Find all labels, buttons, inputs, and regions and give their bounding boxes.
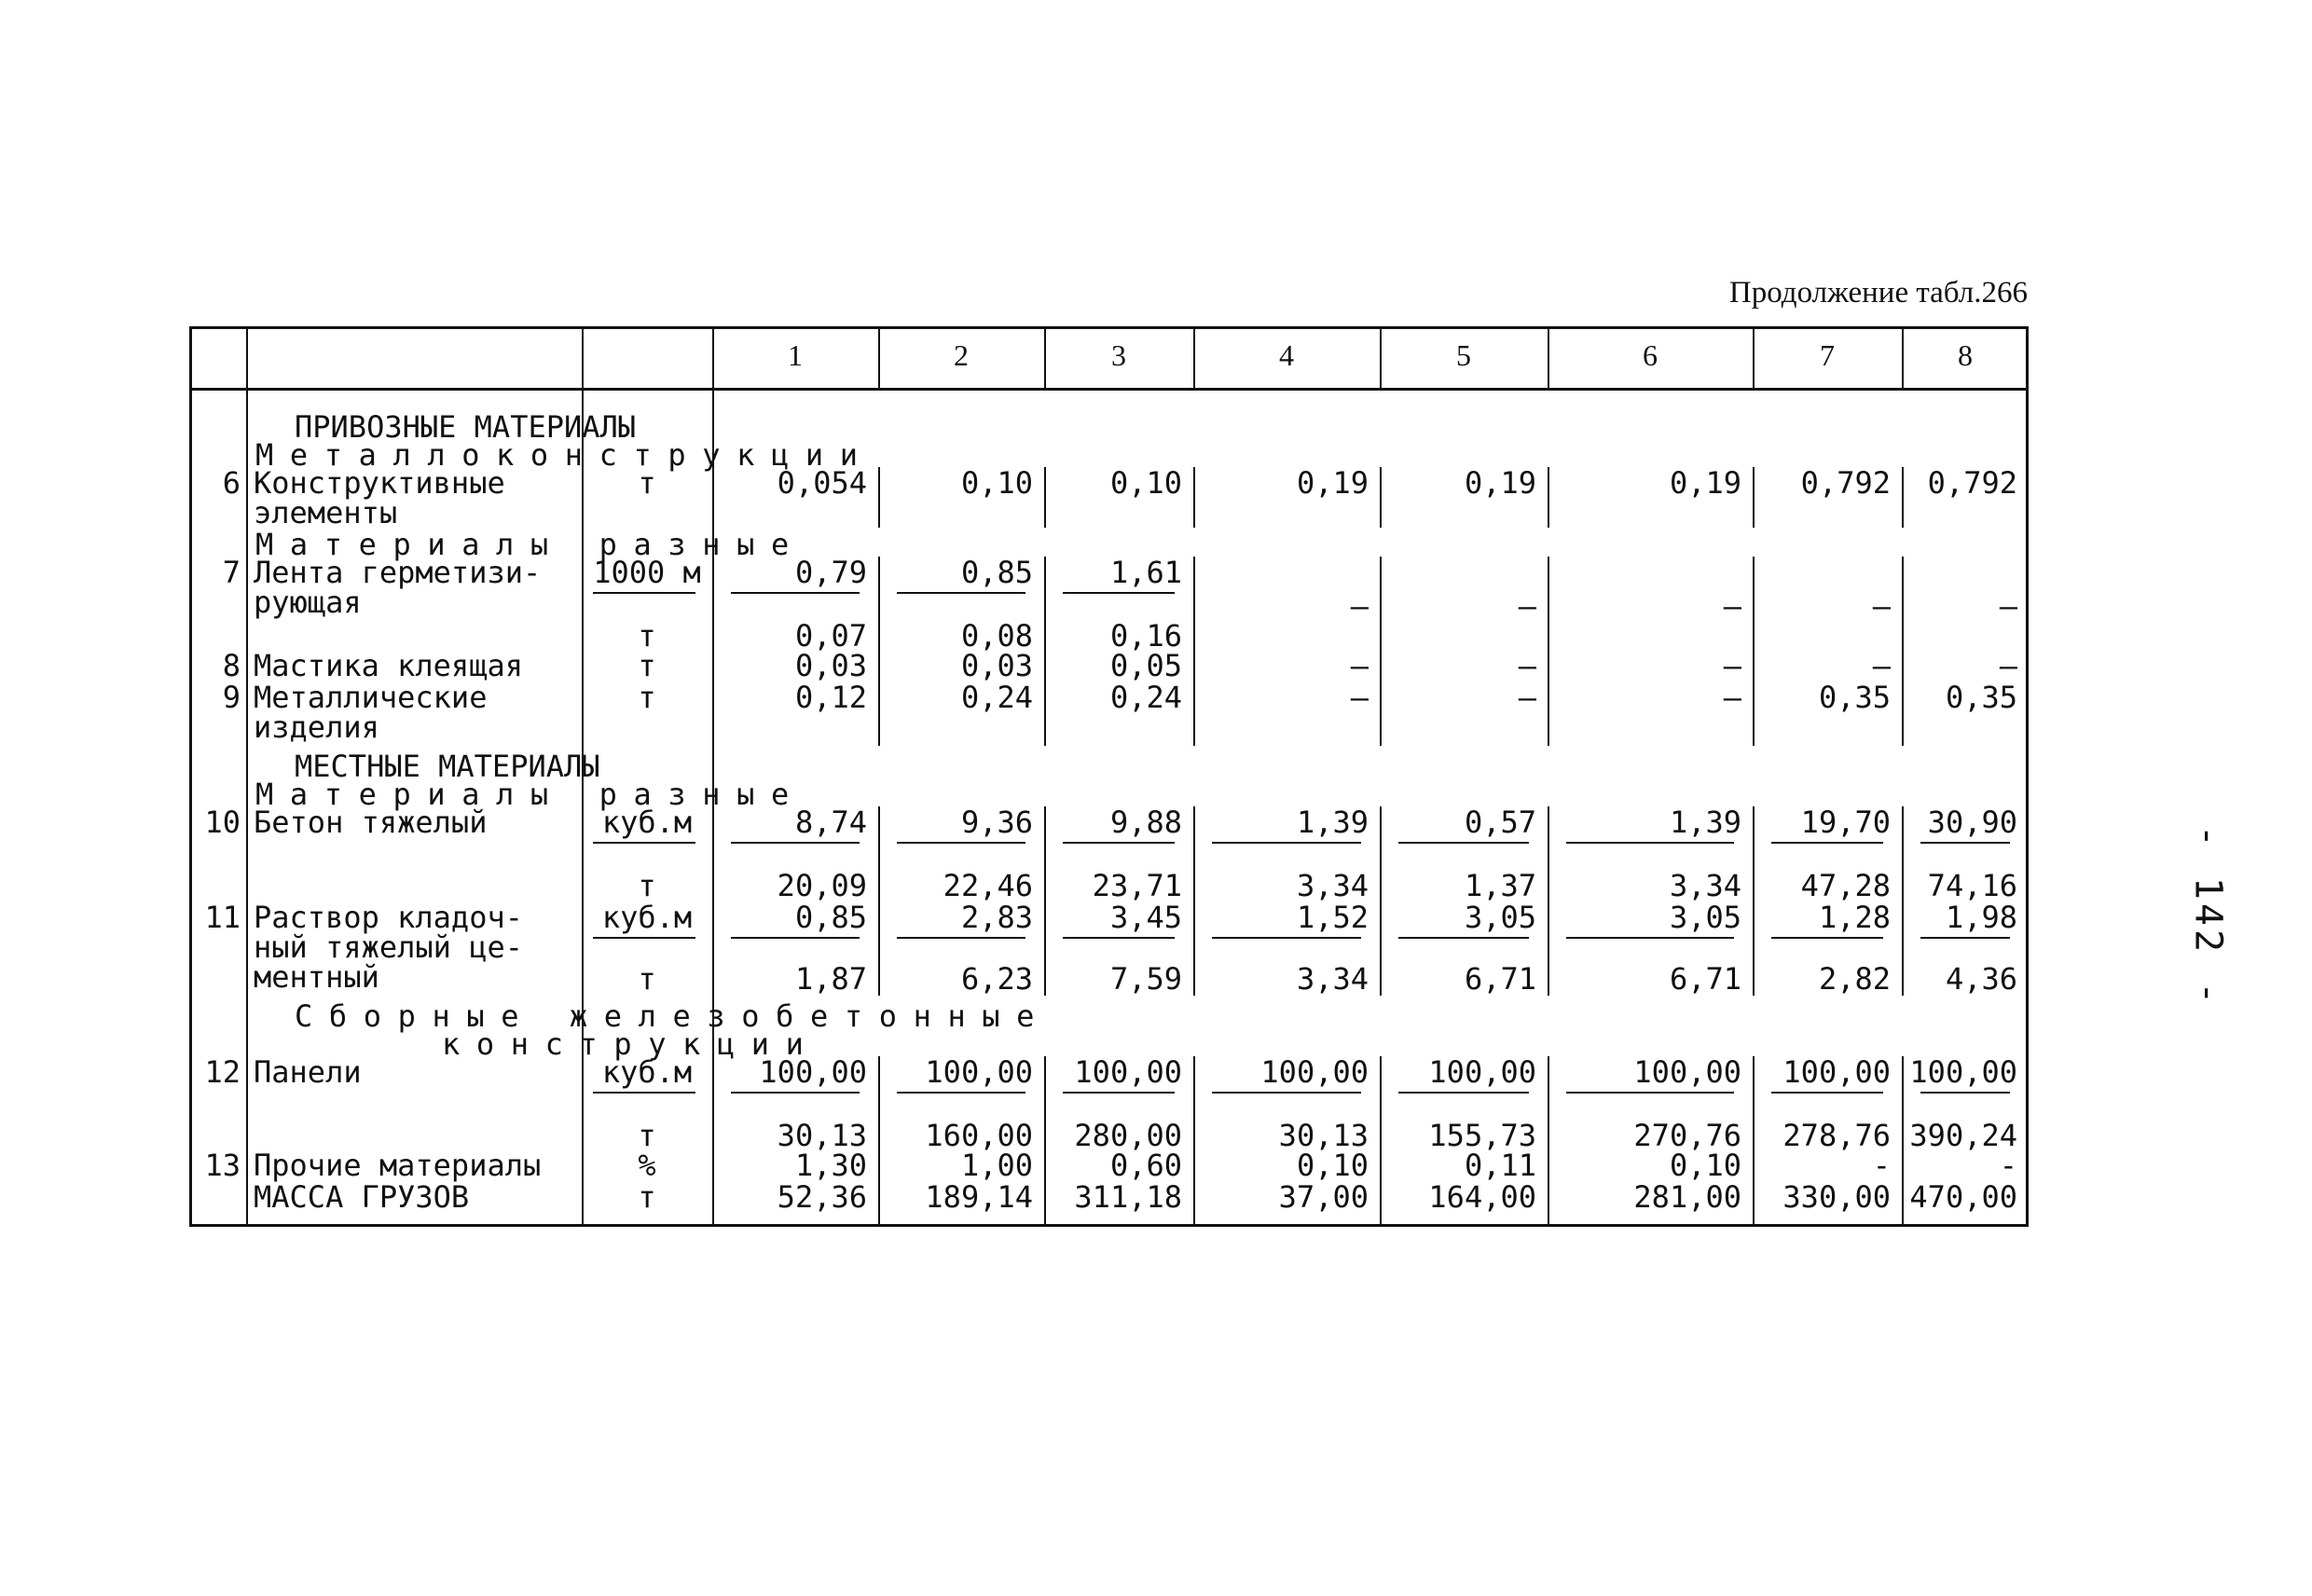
row-unit-secondary: т bbox=[638, 868, 656, 903]
header-col-border bbox=[1902, 329, 1904, 388]
row-name: Мастика клеящая bbox=[254, 648, 523, 683]
data-cell: 100,00 bbox=[1428, 1054, 1536, 1090]
data-cell: – bbox=[1723, 648, 1741, 683]
row-unit: т bbox=[638, 680, 656, 715]
cell-divider bbox=[1920, 842, 2010, 844]
row-name: Раствор кладоч- bbox=[254, 900, 523, 935]
data-cell: 8,74 bbox=[794, 805, 867, 840]
data-cell: 0,10 bbox=[960, 465, 1033, 501]
header-col-2: 2 bbox=[954, 338, 969, 372]
cell-divider bbox=[731, 592, 860, 594]
data-cell-secondary: 3,34 bbox=[1296, 868, 1369, 903]
data-cell-secondary: 74,16 bbox=[1927, 868, 2017, 903]
cell-divider bbox=[1566, 1092, 1734, 1094]
data-cell-secondary: 30,13 bbox=[777, 1118, 867, 1153]
data-cell-secondary: 160,00 bbox=[925, 1118, 1033, 1153]
cell-divider bbox=[897, 592, 1025, 594]
cell-divider bbox=[1920, 1092, 2010, 1094]
data-cell: – bbox=[1723, 680, 1741, 715]
table-caption: Продолжение табл.266 bbox=[1728, 276, 2028, 310]
data-cell: – bbox=[1350, 648, 1369, 683]
data-cell: 0,10 bbox=[1669, 1148, 1741, 1183]
cell-divider bbox=[1063, 592, 1175, 594]
page-number: - 142 - bbox=[2186, 824, 2230, 1009]
row-name: Конструктивные bbox=[254, 465, 505, 501]
data-cell: 0,57 bbox=[1464, 805, 1536, 840]
cell-divider bbox=[1212, 1092, 1361, 1094]
data-cell: 100,00 bbox=[1074, 1054, 1182, 1090]
data-cell-secondary: 278,76 bbox=[1782, 1118, 1891, 1153]
header-divider bbox=[192, 388, 2026, 391]
cell-divider bbox=[1566, 842, 1734, 844]
data-cell: 9,88 bbox=[1109, 805, 1182, 840]
section-local: МЕСТНЫЕ МАТЕРИАЛЫ bbox=[295, 749, 600, 784]
data-cell-secondary: 280,00 bbox=[1074, 1118, 1182, 1153]
data-cell: 1,39 bbox=[1669, 805, 1741, 840]
row-number: 10 bbox=[204, 805, 241, 840]
data-cell: 0,60 bbox=[1109, 1148, 1182, 1183]
data-cell: 0,19 bbox=[1669, 465, 1741, 501]
data-cell: – bbox=[1872, 648, 1891, 683]
row-name: ментный bbox=[254, 959, 379, 995]
section-imported: ПРИВОЗНЫЕ МАТЕРИАЛЫ bbox=[295, 409, 637, 445]
data-cell: 0,85 bbox=[960, 555, 1033, 590]
data-cell: 470,00 bbox=[1909, 1179, 2017, 1215]
data-cell: 1,28 bbox=[1818, 900, 1891, 935]
data-cell: 0,79 bbox=[794, 555, 867, 590]
cell-divider bbox=[1398, 937, 1529, 939]
cell-divider bbox=[1771, 1092, 1883, 1094]
row-number: 12 bbox=[204, 1054, 241, 1090]
data-cell: - bbox=[1999, 1148, 2017, 1183]
row-name: Бетон тяжелый bbox=[254, 805, 488, 840]
data-cell: 1,52 bbox=[1296, 900, 1369, 935]
data-cell: 37,00 bbox=[1278, 1179, 1369, 1215]
header-col-border bbox=[1380, 329, 1382, 388]
cell-divider bbox=[1566, 937, 1734, 939]
data-cell-secondary: 6,71 bbox=[1669, 961, 1741, 997]
data-cell: 1,98 bbox=[1945, 900, 2017, 935]
data-cell: 100,00 bbox=[1909, 1054, 2017, 1090]
data-cell: 2,83 bbox=[960, 900, 1033, 935]
row-name: Лента герметизи- bbox=[254, 555, 542, 590]
data-cell: – bbox=[1999, 588, 2017, 624]
row-unit-secondary: т bbox=[638, 961, 656, 997]
materials-table bbox=[189, 326, 2029, 1227]
data-cell: 1,61 bbox=[1109, 555, 1182, 590]
unit-divider bbox=[593, 842, 695, 844]
data-cell-secondary: 30,13 bbox=[1278, 1118, 1369, 1153]
header-col-border bbox=[1044, 329, 1046, 388]
data-cell: 3,05 bbox=[1464, 900, 1536, 935]
row-name: Металлические bbox=[254, 680, 488, 715]
data-cell-secondary: 390,24 bbox=[1909, 1118, 2017, 1153]
header-col-3: 3 bbox=[1111, 338, 1126, 372]
data-cell-secondary: 3,34 bbox=[1669, 868, 1741, 903]
data-cell-secondary: 6,71 bbox=[1464, 961, 1536, 997]
row-unit: т bbox=[638, 465, 656, 501]
row-unit-secondary: т bbox=[638, 618, 656, 654]
cell-divider bbox=[731, 842, 860, 844]
data-cell-secondary: 2,82 bbox=[1818, 961, 1891, 997]
row-number: 6 bbox=[222, 465, 241, 501]
data-cell-secondary: 1,37 bbox=[1464, 868, 1536, 903]
row-unit: куб.м bbox=[601, 1054, 693, 1090]
data-cell: – bbox=[1350, 680, 1369, 715]
data-cell: 9,36 bbox=[960, 805, 1033, 840]
unit-divider bbox=[593, 1092, 695, 1094]
header-col-7: 7 bbox=[1820, 338, 1835, 372]
header-col-4: 4 bbox=[1279, 338, 1294, 372]
section-misc-2: Материалы разные bbox=[255, 777, 805, 812]
data-cell: 3,05 bbox=[1669, 900, 1741, 935]
data-cell: – bbox=[1350, 588, 1369, 624]
data-cell: 281,00 bbox=[1633, 1179, 1741, 1215]
row-name: ный тяжелый це- bbox=[254, 929, 523, 965]
data-cell-secondary: 0,07 bbox=[794, 618, 867, 654]
cell-divider bbox=[1212, 842, 1361, 844]
data-cell: 0,12 bbox=[794, 680, 867, 715]
cell-divider bbox=[1063, 937, 1175, 939]
data-cell: 100,00 bbox=[1260, 1054, 1369, 1090]
unit-divider bbox=[593, 937, 695, 939]
data-cell: 330,00 bbox=[1782, 1179, 1891, 1215]
row-name: изделия bbox=[254, 709, 379, 745]
row-number: 11 bbox=[204, 900, 241, 935]
section-precast-1: Сборные железобетонные bbox=[295, 998, 1052, 1034]
cell-divider bbox=[731, 1092, 860, 1094]
data-cell: 0,85 bbox=[794, 900, 867, 935]
cell-divider bbox=[1398, 1092, 1529, 1094]
data-cell-secondary: 20,09 bbox=[777, 868, 867, 903]
header-col-border bbox=[878, 329, 880, 388]
unit-divider bbox=[593, 592, 695, 594]
data-cell: 1,00 bbox=[960, 1148, 1033, 1183]
data-cell: – bbox=[1518, 680, 1536, 715]
cell-divider bbox=[1771, 937, 1883, 939]
header-col-border bbox=[1193, 329, 1195, 388]
data-cell-secondary: 7,59 bbox=[1109, 961, 1182, 997]
data-cell: 30,90 bbox=[1927, 805, 2017, 840]
data-cell: 100,00 bbox=[1633, 1054, 1741, 1090]
data-cell: - bbox=[1872, 1148, 1891, 1183]
data-cell: 19,70 bbox=[1800, 805, 1891, 840]
row-name: элементы bbox=[254, 495, 398, 530]
header-col-8: 8 bbox=[1958, 338, 1973, 372]
cell-divider bbox=[1920, 937, 2010, 939]
data-cell: 0,35 bbox=[1945, 680, 2017, 715]
cell-divider bbox=[1063, 842, 1175, 844]
data-cell: 100,00 bbox=[925, 1054, 1033, 1090]
data-cell-secondary: 1,87 bbox=[794, 961, 867, 997]
cell-divider bbox=[731, 937, 860, 939]
row-number: 9 bbox=[222, 680, 241, 715]
data-cell: 311,18 bbox=[1074, 1179, 1182, 1215]
cell-divider bbox=[897, 1092, 1025, 1094]
section-metal: Металлоконструкции bbox=[255, 437, 874, 473]
data-cell: 0,792 bbox=[1927, 465, 2017, 501]
row-unit: т bbox=[638, 1179, 656, 1215]
data-cell-secondary: 23,71 bbox=[1092, 868, 1182, 903]
section-precast-2: конструкции bbox=[442, 1026, 820, 1062]
data-cell: – bbox=[1518, 588, 1536, 624]
data-cell: 100,00 bbox=[1782, 1054, 1891, 1090]
row-number: 7 bbox=[222, 555, 241, 590]
data-cell: 0,11 bbox=[1464, 1148, 1536, 1183]
row-name: МАССА ГРУЗОВ bbox=[254, 1179, 470, 1215]
row-unit-secondary: т bbox=[638, 1118, 656, 1153]
data-cell: 0,05 bbox=[1109, 648, 1182, 683]
row-name: Прочие материалы bbox=[254, 1148, 542, 1183]
row-unit: куб.м bbox=[601, 900, 693, 935]
row-name: рующая bbox=[254, 585, 362, 620]
data-cell: – bbox=[1999, 648, 2017, 683]
cell-divider bbox=[1212, 937, 1361, 939]
col-border-no bbox=[246, 329, 248, 1224]
data-cell-secondary: 3,34 bbox=[1296, 961, 1369, 997]
data-cell: 0,03 bbox=[794, 648, 867, 683]
data-cell: 0,19 bbox=[1464, 465, 1536, 501]
data-cell: 100,00 bbox=[759, 1054, 867, 1090]
data-cell: 0,03 bbox=[960, 648, 1033, 683]
data-cell-secondary: 270,76 bbox=[1633, 1118, 1741, 1153]
cell-divider bbox=[1771, 842, 1883, 844]
cell-divider bbox=[897, 937, 1025, 939]
data-cell: 164,00 bbox=[1428, 1179, 1536, 1215]
cell-divider bbox=[897, 842, 1025, 844]
data-cell: 1,39 bbox=[1296, 805, 1369, 840]
data-cell: 0,24 bbox=[1109, 680, 1182, 715]
data-cell: – bbox=[1872, 588, 1891, 624]
header-col-6: 6 bbox=[1643, 338, 1658, 372]
data-cell: 0,10 bbox=[1109, 465, 1182, 501]
data-cell: 0,24 bbox=[960, 680, 1033, 715]
row-unit: куб.м bbox=[601, 805, 693, 840]
section-misc-1: Материалы разные bbox=[255, 527, 805, 562]
row-unit: % bbox=[638, 1148, 656, 1183]
row-name: Панели bbox=[254, 1054, 362, 1090]
data-cell: – bbox=[1723, 588, 1741, 624]
data-cell: 0,19 bbox=[1296, 465, 1369, 501]
data-cell-secondary: 0,16 bbox=[1109, 618, 1182, 654]
header-col-border bbox=[1753, 329, 1755, 388]
row-unit: т bbox=[638, 648, 656, 683]
data-cell: 0,10 bbox=[1296, 1148, 1369, 1183]
data-cell-secondary: 4,36 bbox=[1945, 961, 2017, 997]
header-col-border bbox=[1548, 329, 1549, 388]
data-cell-secondary: 0,08 bbox=[960, 618, 1033, 654]
data-cell: 1,30 bbox=[794, 1148, 867, 1183]
data-cell: 0,35 bbox=[1818, 680, 1891, 715]
data-cell-secondary: 22,46 bbox=[943, 868, 1033, 903]
cell-divider bbox=[1398, 842, 1529, 844]
row-unit: 1000 м bbox=[593, 555, 701, 590]
cell-divider bbox=[1063, 1092, 1175, 1094]
row-number: 8 bbox=[222, 648, 241, 683]
data-cell: – bbox=[1518, 648, 1536, 683]
data-cell-secondary: 155,73 bbox=[1428, 1118, 1536, 1153]
header-col-5: 5 bbox=[1456, 338, 1471, 372]
row-number: 13 bbox=[204, 1148, 241, 1183]
header-col-1: 1 bbox=[788, 338, 803, 372]
data-cell: 52,36 bbox=[777, 1179, 867, 1215]
data-cell: 0,054 bbox=[777, 465, 867, 501]
data-cell: 3,45 bbox=[1109, 900, 1182, 935]
data-cell-secondary: 47,28 bbox=[1800, 868, 1891, 903]
data-cell: 0,792 bbox=[1800, 465, 1891, 501]
data-cell-secondary: 6,23 bbox=[960, 961, 1033, 997]
data-cell: 189,14 bbox=[925, 1179, 1033, 1215]
